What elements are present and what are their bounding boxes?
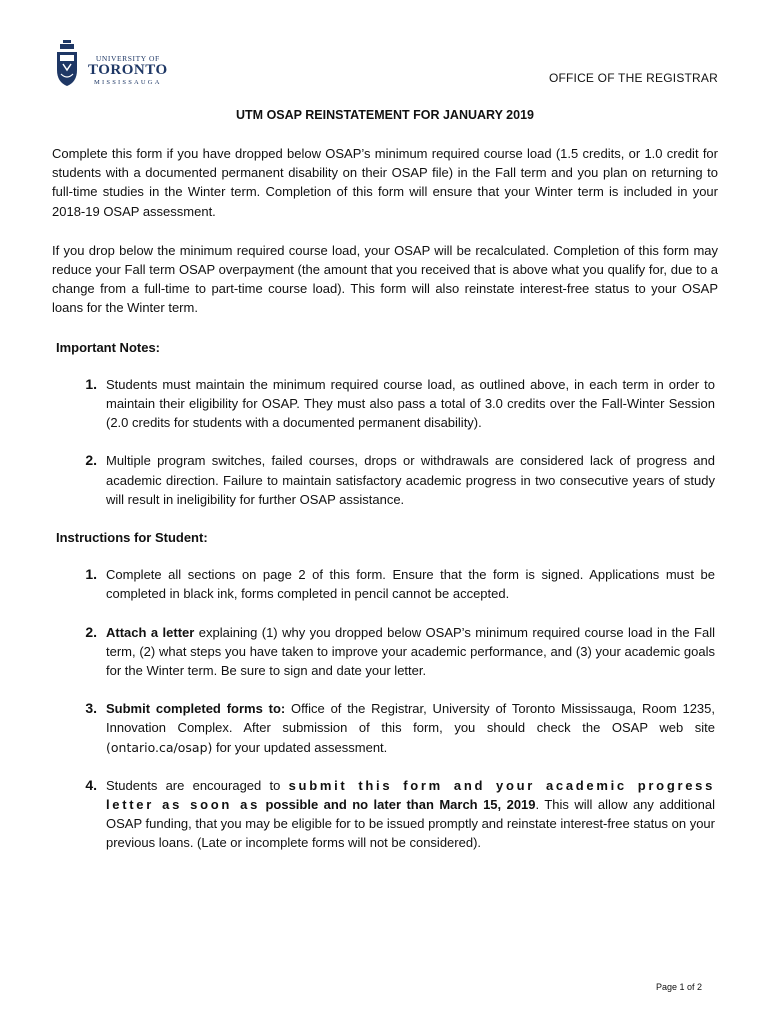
note-item	[52, 375, 718, 433]
instructions-heading: Instructions for Student:	[56, 530, 208, 546]
note-text: Students must maintain the minimum required course load, as outlined above, in each term in order to maintain their eligibility for OSAP. They must also pass a total of 3.0 credits over the Fall-Winter Session (2.0 credits for students with a documented permanent disability).	[106, 376, 715, 431]
instruction-number: 4.	[85, 776, 97, 793]
instruction-item	[52, 776, 718, 853]
instruction-lead: Students are encouraged to	[106, 777, 289, 793]
logo-line-mississauga: MISSISSAUGA	[94, 79, 162, 86]
instruction-detail: . This will allow any additional OSAP funding, that you may be eligible for to be issued promptly and reinstate interest-free status on your previous loans. (Late or incomplete forms will not be considered).	[106, 797, 716, 851]
instruction-text	[106, 699, 715, 757]
submit-forms-label: Submit completed forms to:	[106, 701, 286, 717]
instruction-text: Complete all sections on page 2 of this form. Ensure that the form is signed. Applications must be completed in black ink, forms completed in pencil cannot be accepted.	[106, 567, 715, 602]
note-text: Multiple program switches, failed courses, drops or withdrawals are considered lack of progress and academic direction. Failure to maintain satisfactory academic progress in two consecutive years of study will result in ineligibility for further OSAP assistance.	[106, 453, 715, 507]
instruction-detail: Office of the Registrar, University of Toronto Mississauga, Room 1235, Innovation Complex. After submission of this form, you should check the OSAP web site	[106, 701, 716, 736]
osap-website-link[interactable]: (ontario.ca/osap)	[106, 739, 213, 755]
instruction-item	[52, 623, 718, 681]
attach-letter-label: Attach a letter	[106, 624, 195, 640]
page-title: UTM OSAP REINSTATEMENT FOR JANUARY 2019	[236, 108, 534, 122]
instruction-item	[52, 699, 718, 757]
instruction-item	[52, 565, 718, 603]
instruction-number: 3.	[85, 700, 97, 717]
instruction-number: 1.	[85, 566, 97, 583]
instruction-detail: explaining (1) why you dropped below OSAP’s minimum required course load in the Fall term, (2) what steps you have taken to improve your academic performance, and (3) your academic goals for the Winter term. Be sure to sign and date your letter.	[106, 624, 715, 679]
spaced-emphasis: submit this form and your academic progress letter as soon as	[106, 777, 716, 813]
document-body	[52, 144, 718, 872]
important-notes-heading: Important Notes:	[56, 339, 160, 355]
page-number: Page 1 of 2	[655, 982, 702, 992]
logo-line-university-of: UNIVERSITY OF	[95, 54, 160, 63]
instruction-text	[106, 623, 715, 681]
university-logo	[54, 38, 168, 92]
note-number: 2.	[85, 452, 97, 469]
intro-paragraph-2: If you drop below the minimum required course load, your OSAP will be recalculated. Completion of this form may reduce your Fall term OSAP overpayment (the amount that you received that is above what you qualify for, due to a change from a full-time to part-time course load). This form will also reinstate interest-free status to your OSAP loans for the Winter term.	[52, 242, 718, 316]
note-item	[52, 451, 718, 509]
note-number: 1.	[85, 375, 97, 392]
intro-paragraph-1: Complete this form if you have dropped below OSAP’s minimum required course load (1.5 credits, or 1.0 credit for students with a documented permanent disability on their OSAP file) in the Fall term and you plan on returning to full-time studies in the Winter term. Completion of this form will ensure that your Winter term is included in your 2018-19 OSAP assessment.	[52, 146, 718, 219]
office-label: OFFICE OF THE REGISTRAR	[548, 71, 718, 85]
instruction-detail-end: for your updated assessment.	[212, 739, 388, 755]
logo-line-toronto: TORONTO	[88, 62, 168, 78]
deadline-text: possible and no later than March 15, 2019	[260, 797, 536, 813]
crest-icon	[54, 38, 80, 92]
instruction-number: 2.	[85, 623, 97, 640]
instruction-text	[106, 776, 715, 853]
